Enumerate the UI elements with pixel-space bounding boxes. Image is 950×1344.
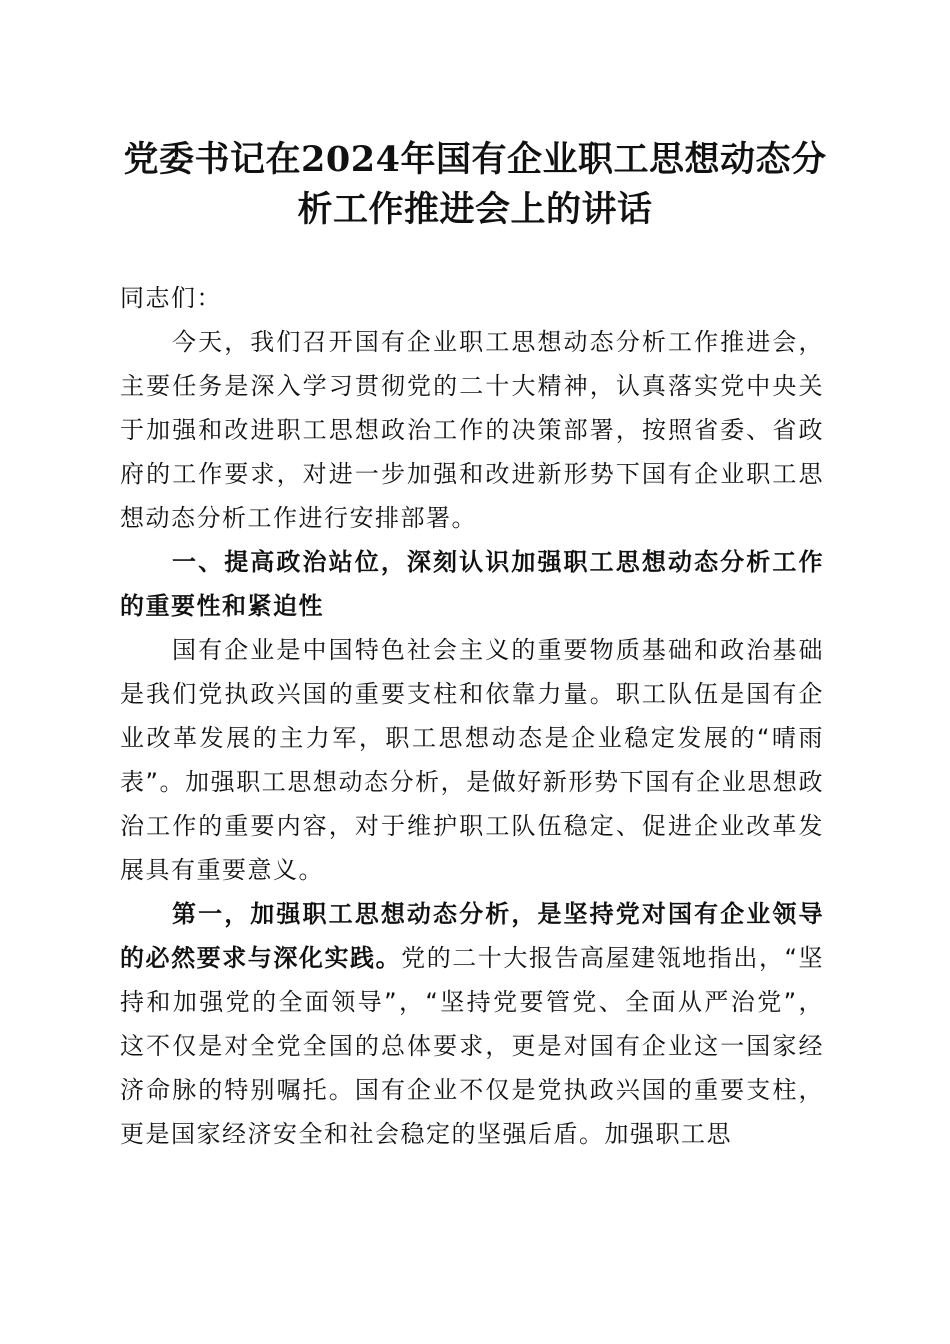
first-point-lead: 第一，加强职工思想动态分析，是坚持党对国有企业领导的必然要求与深化实践。 — [120, 900, 824, 972]
salutation: 同志们： — [120, 284, 222, 312]
paragraph-first-point — [120, 892, 824, 1156]
document-title — [100, 135, 850, 235]
title-line-1: 党委书记在2024年国有企业职工思想动态分 — [123, 139, 827, 180]
first-point-text: 党的二十大报告高屋建瓴地指出，“坚持和加强党的全面领导”，“坚持党要管党、全面从严治党”，这不仅是对全党全国的总体要求，更是对国有企业这一国家经济命脉的特别嘱托。国有企业不仅是党执政兴国的重要支柱，更是国家经济安全和社会稳定的坚强后盾。加强职工思 — [120, 944, 824, 1148]
title-line-2: 析工作推进会上的讲话 — [297, 189, 653, 230]
paragraph-intro: 今天，我们召开国有企业职工思想动态分析工作推进会，主要任务是深入学习贯彻党的二十大精神，认真落实党中央关于加强和改进职工思想政治工作的决策部署，按照省委、省政府的工作要求，对进一步加强和改进新形势下国有企业职工思想动态分析工作进行安排部署。 — [120, 328, 824, 532]
section-heading-1: 一、提高政治站位，深刻认识加强职工思想动态分析工作的重要性和紧迫性 — [120, 548, 824, 620]
paragraph-importance: 国有企业是中国特色社会主义的重要物质基础和政治基础是我们党执政兴国的重要支柱和依靠力量。职工队伍是国有企业改革发展的主力军，职工思想动态是企业稳定发展的“晴雨表”。加强职工思想动态分析，是做好新形势下国有企业思想政治工作的重要内容，对于维护职工队伍稳定、促进企业改革发展具有重要意义。 — [120, 636, 824, 884]
document-body — [120, 276, 824, 1156]
